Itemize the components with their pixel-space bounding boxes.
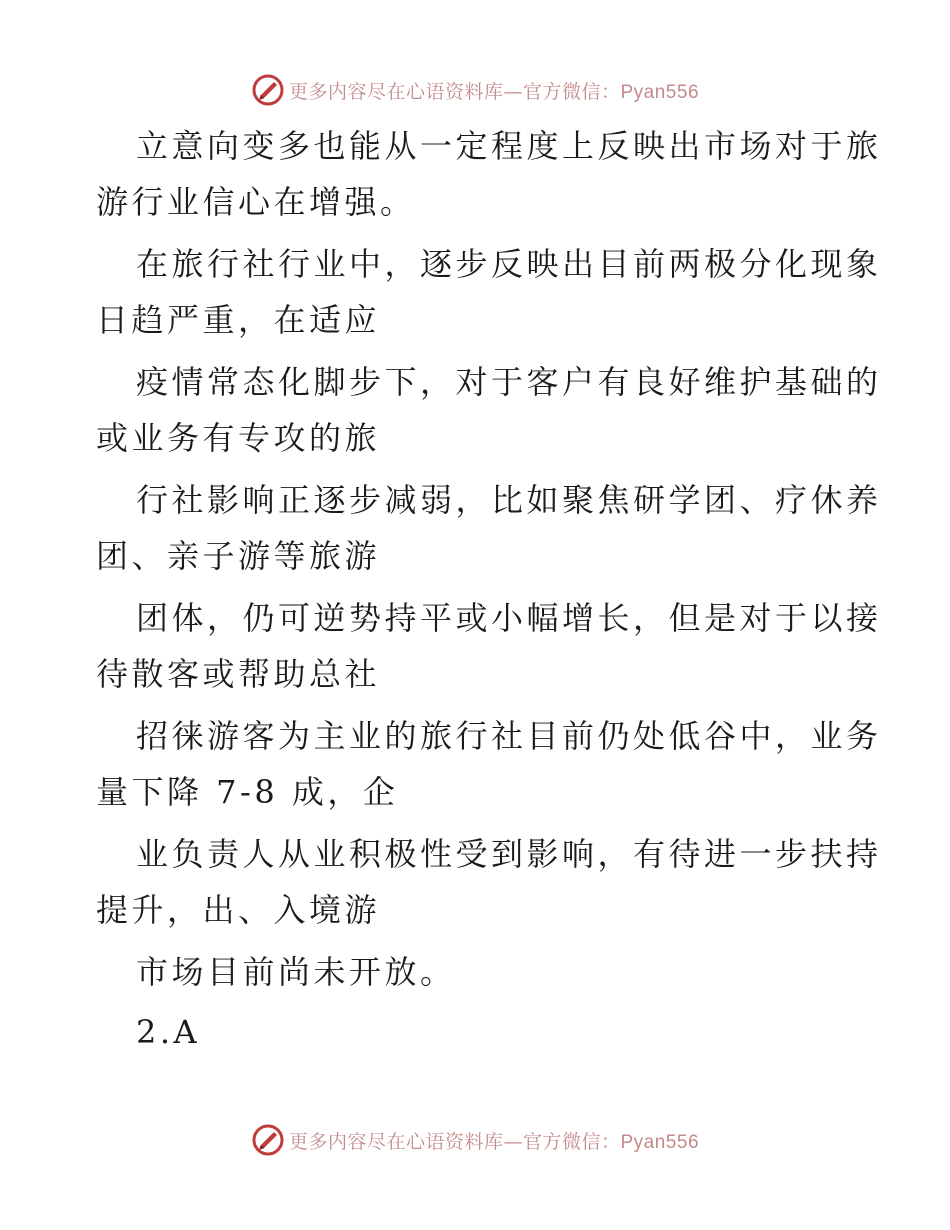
paragraph-line: 市场目前尚未开放。 — [136, 953, 456, 991]
paragraph-line: 团体，仍可逆势持平或小幅增长，但是对于以接 — [136, 599, 882, 637]
brand-logo-icon — [251, 73, 285, 107]
paragraph-line: 量下降 7-8 成，企 — [96, 773, 399, 811]
paragraph-line: 团、亲子游等旅游 — [96, 537, 381, 575]
header-watermark — [0, 70, 950, 110]
paragraph-line: 日趋严重，在适应 — [96, 301, 381, 339]
paragraph-line: 或业务有专攻的旅 — [96, 419, 381, 457]
paragraph-line: 在旅行社行业中，逐步反映出目前两极分化现象 — [136, 245, 882, 283]
paragraph-line: 提升，出、入境游 — [96, 891, 381, 929]
paragraph-line: 疫情常态化脚步下，对于客户有良好维护基础的 — [136, 363, 882, 401]
watermark-text: 更多内容尽在心语资料库—官方微信：Pyan556 — [288, 1130, 700, 1153]
footer-watermark — [0, 1120, 950, 1160]
paragraph-line: 招徕游客为主业的旅行社目前仍处低谷中，业务 — [136, 717, 882, 755]
paragraph-line: 业负责人从业积极性受到影响，有待进一步扶持 — [136, 835, 882, 873]
brand-logo-icon — [251, 1123, 285, 1157]
watermark-text: 更多内容尽在心语资料库—官方微信：Pyan556 — [288, 80, 700, 103]
paragraph-line: 待散客或帮助总社 — [96, 655, 381, 693]
section-heading: 2.A — [136, 1013, 201, 1051]
paragraph-line: 行社影响正逐步减弱，比如聚焦研学团、疗休养 — [136, 481, 882, 519]
paragraph-line: 立意向变多也能从一定程度上反映出市场对于旅 — [136, 127, 882, 165]
paragraph-line: 游行业信心在增强。 — [96, 183, 416, 221]
